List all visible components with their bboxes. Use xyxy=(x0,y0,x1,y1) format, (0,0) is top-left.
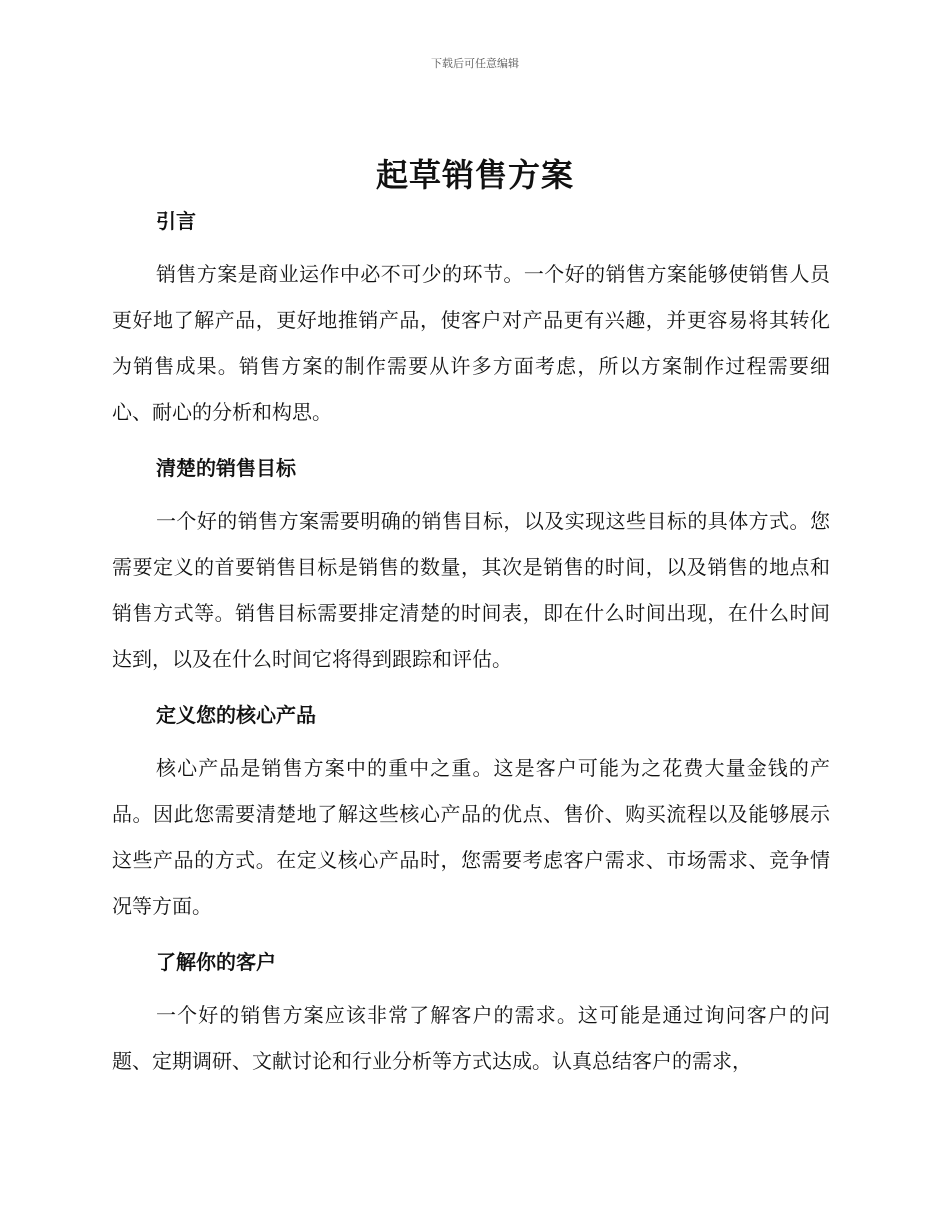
document-title: 起草销售方案 xyxy=(375,156,574,194)
section-paragraph: 核心产品是销售方案中的重中之重。这是客户可能为之花费大量金钱的产品。因此您需要清楚地了解这些核心产品的优点、售价、购买流程以及能够展示这些产品的方式。在定义核心产品时，您需要考虑客户需求、市场需求、竞争情况等方面。 xyxy=(112,756,830,918)
section-heading: 引言 xyxy=(156,209,196,233)
section-paragraph: 一个好的销售方案应该非常了解客户的需求。这可能是通过询问客户的问题、定期调研、文献讨论和行业分析等方式达成。认真总结客户的需求， xyxy=(112,1003,830,1073)
section-paragraph: 一个好的销售方案需要明确的销售目标，以及实现这些目标的具体方式。您需要定义的首要销售目标是销售的数量，其次是销售的时间，以及销售的地点和销售方式等。销售目标需要排定清楚的时间表，即在什么时间出现，在什么时间达到，以及在什么时间它将得到跟踪和评估。 xyxy=(112,509,830,671)
section-paragraph: 销售方案是商业运作中必不可少的环节。一个好的销售方案能够使销售人员更好地了解产品，更好地推销产品，使客户对产品更有兴趣，并更容易将其转化为销售成果。销售方案的制作需要从许多方面考虑，所以方案制作过程需要细心、耐心的分析和构思。 xyxy=(112,262,830,424)
section-introduction xyxy=(112,204,830,435)
section-heading: 了解你的客户 xyxy=(156,950,276,974)
page-header-note: 下载后可任意编辑 xyxy=(431,57,519,70)
section-heading: 定义您的核心产品 xyxy=(156,703,316,727)
document-body xyxy=(112,204,830,1100)
section-sales-goals xyxy=(112,451,830,682)
section-know-customers xyxy=(112,945,830,1084)
section-core-products xyxy=(112,698,830,929)
section-heading: 清楚的销售目标 xyxy=(156,456,296,480)
